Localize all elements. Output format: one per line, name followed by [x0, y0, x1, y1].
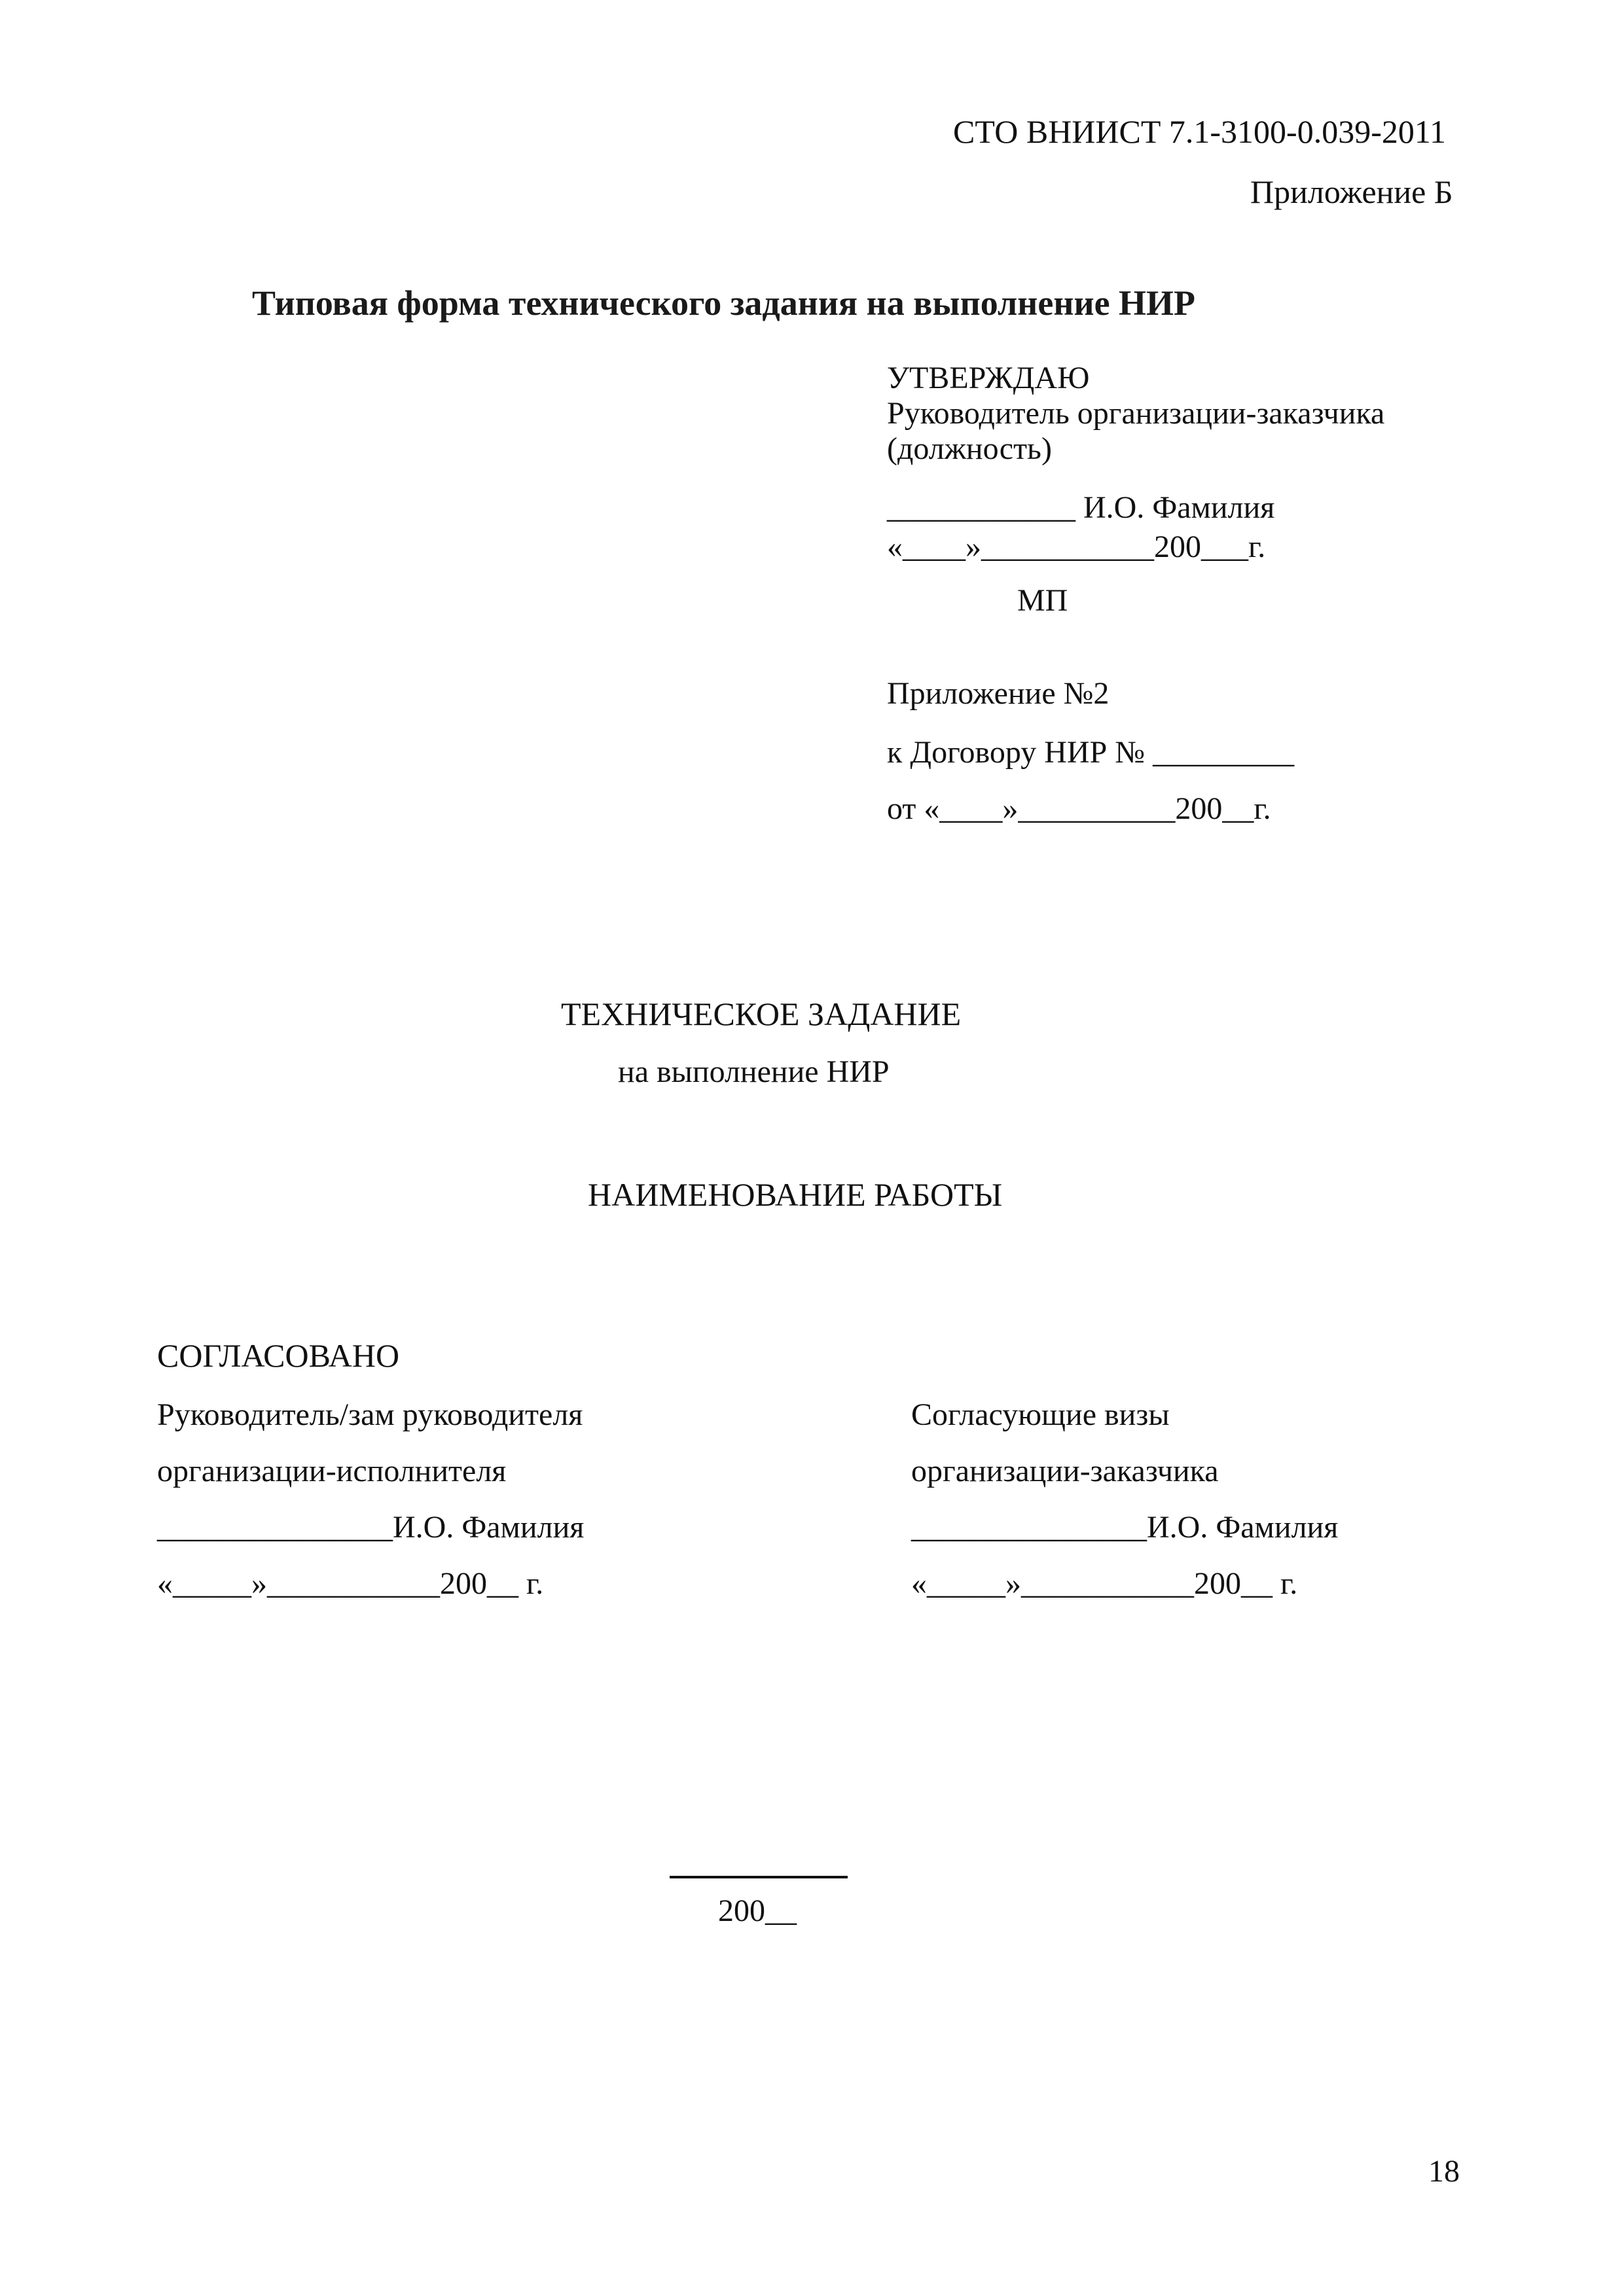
approval-signature-line: ____________ И.О. Фамилия — [887, 490, 1275, 525]
page-title: Типовая форма технического задания на выполнение НИР — [252, 283, 1196, 323]
executor-signature-line: _______________И.О. Фамилия — [157, 1510, 585, 1545]
contract-appendix: Приложение №2 — [887, 676, 1110, 711]
footer-rule — [670, 1876, 848, 1878]
executor-role-line1: Руководитель/зам руководителя — [157, 1397, 583, 1432]
approval-heading: УТВЕРЖДАЮ — [887, 361, 1090, 395]
customer-signature-line: _______________И.О. Фамилия — [911, 1510, 1339, 1545]
agreed-heading: СОГЛАСОВАНО — [157, 1337, 400, 1374]
executor-role-line2: организации-исполнителя — [157, 1454, 507, 1488]
spec-subtitle: на выполнение НИР — [618, 1054, 890, 1089]
footer-year: 200__ — [718, 1893, 797, 1928]
customer-visa-line2: организации-заказчика — [911, 1454, 1219, 1488]
customer-date-line: «_____»___________200__ г. — [911, 1566, 1298, 1601]
document-code: СТО ВНИИСТ 7.1-3100-0.039-2011 — [953, 113, 1447, 150]
approval-role: Руководитель организации-заказчика — [887, 396, 1385, 431]
spec-title: ТЕХНИЧЕСКОЕ ЗАДАНИЕ — [561, 996, 962, 1032]
appendix-label: Приложение Б — [1250, 173, 1453, 210]
executor-date-line: «_____»___________200__ г. — [157, 1566, 544, 1601]
work-name: НАИМЕНОВАНИЕ РАБОТЫ — [588, 1176, 1003, 1213]
approval-date-line: «____»___________200___г. — [887, 529, 1266, 564]
approval-position: (должность) — [887, 431, 1052, 466]
contract-date-line: от «____»__________200__г. — [887, 791, 1271, 826]
contract-number-line: к Договору НИР № _________ — [887, 735, 1295, 770]
customer-visa-line1: Согласующие визы — [911, 1397, 1170, 1432]
stamp-label: МП — [1017, 583, 1068, 618]
page-number: 18 — [1428, 2154, 1460, 2189]
